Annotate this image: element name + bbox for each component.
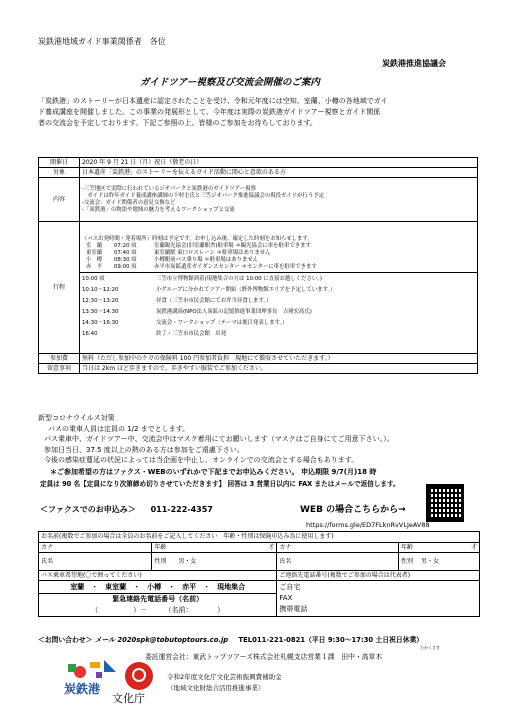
bus-row: 室 蘭 07:20 頃 室蘭観光協会(旧室蘭駅舎)駐車場 ＊観光協会に車を駐車できます — [86, 242, 311, 249]
sex-1[interactable]: 性別 男・女 — [152, 553, 277, 571]
notes-value: 当日は 2km ほど歩きますので、歩きやすい服装でご参加ください。 — [80, 364, 478, 374]
emergency-field[interactable]: （ ）－ （名前： ） — [91, 606, 225, 614]
intro-line: 者の交流会を予定しております。下記ご参照の上、皆様のご参加をお待ちしております。 — [38, 119, 317, 127]
web-label: WEB の場合こちらから→ — [300, 505, 406, 515]
date-label: 開催日 — [39, 158, 80, 168]
age-1[interactable]: 年齢 才 — [152, 543, 277, 553]
age-2[interactable]: 年齢 才 — [399, 543, 480, 553]
content-line: -「炭鉄港」の物語や地域の魅力を考えるワークショップと交流 — [82, 206, 235, 213]
inquiry-label: ＜お問い合わせ＞ — [38, 636, 93, 644]
bus-row: 赤 平 09:00 頃 赤平市炭鉱遺産ガイダンスセンター ＊センターに車を駐車できます — [86, 263, 317, 270]
itinerary-row: 13:30～14:30 炭鉄港講演(NPO法人炭鉱の記憶推進事業団理事長 吉岡宏高氏) — [82, 308, 312, 315]
footer-note1: 令和2年度文化庁文化芸術振興費補助金 — [167, 673, 282, 681]
name-2[interactable]: 氏名 — [277, 553, 399, 571]
mobile-phone[interactable]: 携帯電話 — [279, 605, 308, 613]
tantekko-logo — [60, 654, 120, 704]
agency-logo-text: 文化庁 — [112, 692, 145, 705]
content-line: ガイドは昨年ガイド養成講座講師の下村圭氏と三笠ジオパーク推進協議会の現役ガイドが行う予定 — [82, 192, 324, 199]
name-1[interactable]: 氏名 — [39, 553, 152, 571]
kana-1[interactable]: カナ — [39, 543, 152, 553]
itinerary — [80, 272, 477, 340]
kana-2[interactable]: カナ — [277, 543, 399, 553]
inquiry-mail[interactable]: メール 2020spk@tobutoptours.co.jp — [94, 636, 229, 644]
operator: 委託運営会社：東武トップツアーズ株式会社札幌支店営業１課 田中・高草木 — [145, 653, 383, 661]
contact-label: ご連絡先電話番号(複数でご参加の場合は代表者) — [277, 571, 480, 581]
bus-note: （バス出発時間・発着場所）時刻は予定です。お申し込み後、確定した時刻をお知らせします。 — [82, 235, 313, 242]
bus-options[interactable]: 室蘭 ・ 東室蘭 ・ 小樽 ・ 赤平 ・ 現地集合 — [39, 581, 276, 594]
fee-value: 無料（ただし参加中のケガの保険料 100 円参加者負担 現地にて徴収させていただきます。） — [80, 354, 478, 364]
bus-row: 東室蘭 07:40 頃 東室蘭駅 東口ロスレーン ＊駐車場はありません — [86, 249, 271, 256]
intro-line: ド養成講座を開催しました。この事業の発展形として、今年度は実際の炭鉄港ガイドツアー視察とガイド関係 — [38, 108, 381, 116]
content-line: -交流会：ガイド関係者の意見交換など — [82, 199, 176, 206]
fax-apply — [40, 504, 213, 515]
event-table — [38, 157, 478, 374]
fax-number[interactable]: 011-222-4357 — [150, 505, 213, 514]
corona-line: 参加日当日、37.5 度以上の熱のある方は参加をご遠慮下さい。 — [44, 445, 244, 454]
corona-title: 新型コロナウイルス対策 — [38, 414, 115, 422]
page-title: ガイドツアー視察及び交流会開催のご案内 — [140, 77, 320, 88]
tantekko-logo-text: 炭鉄港 — [64, 682, 101, 696]
apply-line2: 定員は 90 名【定員になり次第締め切りさせていただきます】 回答は 3 営業日以内に FAX またはメールで返信します。 — [40, 480, 400, 488]
apply-line1: ＊ご参加希望の方はファクス・WEBのいずれかで下記までお申込みください。 申込期限 9/7(月)18 時 — [50, 468, 377, 476]
sex-2[interactable]: 性別 男・女 — [399, 553, 480, 571]
bus-choice-cell — [39, 581, 277, 617]
content-value — [80, 178, 478, 222]
corona-line: バス乗車中、ガイドツアー中、交流会中はマスク着用にてお願いします（マスクはご自身にてご用意下さい。）。 — [44, 435, 394, 443]
target-label: 対象 — [39, 168, 80, 178]
content-label: 内容 — [39, 178, 80, 222]
fax-field[interactable]: FAX — [279, 594, 293, 602]
corona-section — [38, 413, 394, 466]
date-value: 2020 年 9 月 21 日（月）祝日（敬老の日） — [80, 158, 478, 168]
inquiry-line — [38, 634, 423, 644]
target-value: 日本遺産「炭鉄港」のストーリーを伝えるガイド活動に関心と意欲のある方 — [80, 168, 478, 178]
schedule-label: 行程 — [39, 222, 80, 354]
fee-label: 参加費 — [39, 354, 80, 364]
agency-logo-icon — [125, 662, 153, 690]
home-phone[interactable]: ご自宅 — [279, 583, 301, 591]
intro-line: 「炭鉄港」のストーリーが日本遺産に認定されたことを受け、令和元年度には空知、室蘭、小樽の各地域でガイ — [38, 97, 388, 105]
application-form — [38, 531, 480, 617]
agency-logo-inner — [132, 668, 146, 682]
notes-label: 留意事項 — [39, 364, 80, 374]
bus-label: バス乗車希望地(〇で囲ってください) — [39, 571, 277, 581]
ruby-text: たかくさき — [420, 645, 440, 650]
corona-line: バスの乗車人員は定員の 1/2 までとします。 — [48, 424, 190, 433]
fax-label: ＜ファクスでのお申込み＞ — [40, 505, 136, 514]
name-note: お名前(複数でご参加の場合は全員のお名前をご記入してください 年齢・性別は保険申込み為に使用します) — [39, 532, 480, 543]
schedule-value — [80, 222, 478, 354]
inquiry-tel: TEL011-221-0821（平日 9:30～17:30 土日祝日休業） — [238, 636, 424, 644]
corona-line: 今後の感染症蔓延の状況によっては当企画を中止し、オンラインでの交流会とする場合もあります。 — [44, 456, 359, 464]
contact-cell — [277, 581, 480, 617]
itinerary-row: 16:40 終了・三笠市市民会館 出発 — [82, 330, 227, 337]
itinerary-row: 12:30～13:20 昼食（三笠市市民会館にてお弁当昼食します。） — [82, 297, 272, 304]
itinerary-row: 10:00 頃 三笠市立博物館到着(現地集合の方は 10:00 に直接お越しください。) — [82, 275, 323, 282]
addressee: 炭鉄港地域ガイド事業関係者 各位 — [38, 37, 166, 46]
itinerary-row: 14:30～16:30 交流会・ワークショップ（テーマは後日発表します。） — [82, 319, 288, 326]
sender: 炭鉄港推進協議会 — [382, 59, 446, 68]
bus-row: 小 樽 08:30 頃 小樽駅前バス乗り場 ＊駐車場はありません — [86, 256, 259, 263]
web-url[interactable]: https://forms.gle/ED7FLknRvVLJeAV88 — [306, 521, 430, 529]
footer-note2: （地域文化財総合活用推進事業） — [167, 684, 265, 692]
itinerary-row: 10:10～12:20 小グループに分かれてツアー開始（野外博物館エリアを予定しています。） — [82, 286, 336, 293]
content-line: -三笠地区で実際に行われているジオパークと炭鉄港のガイドツアー視察 — [82, 185, 257, 192]
qr-code-icon[interactable] — [426, 484, 464, 522]
intro-paragraph — [38, 96, 478, 129]
emergency-label: 緊急連絡先電話番号（名前） — [112, 595, 204, 603]
